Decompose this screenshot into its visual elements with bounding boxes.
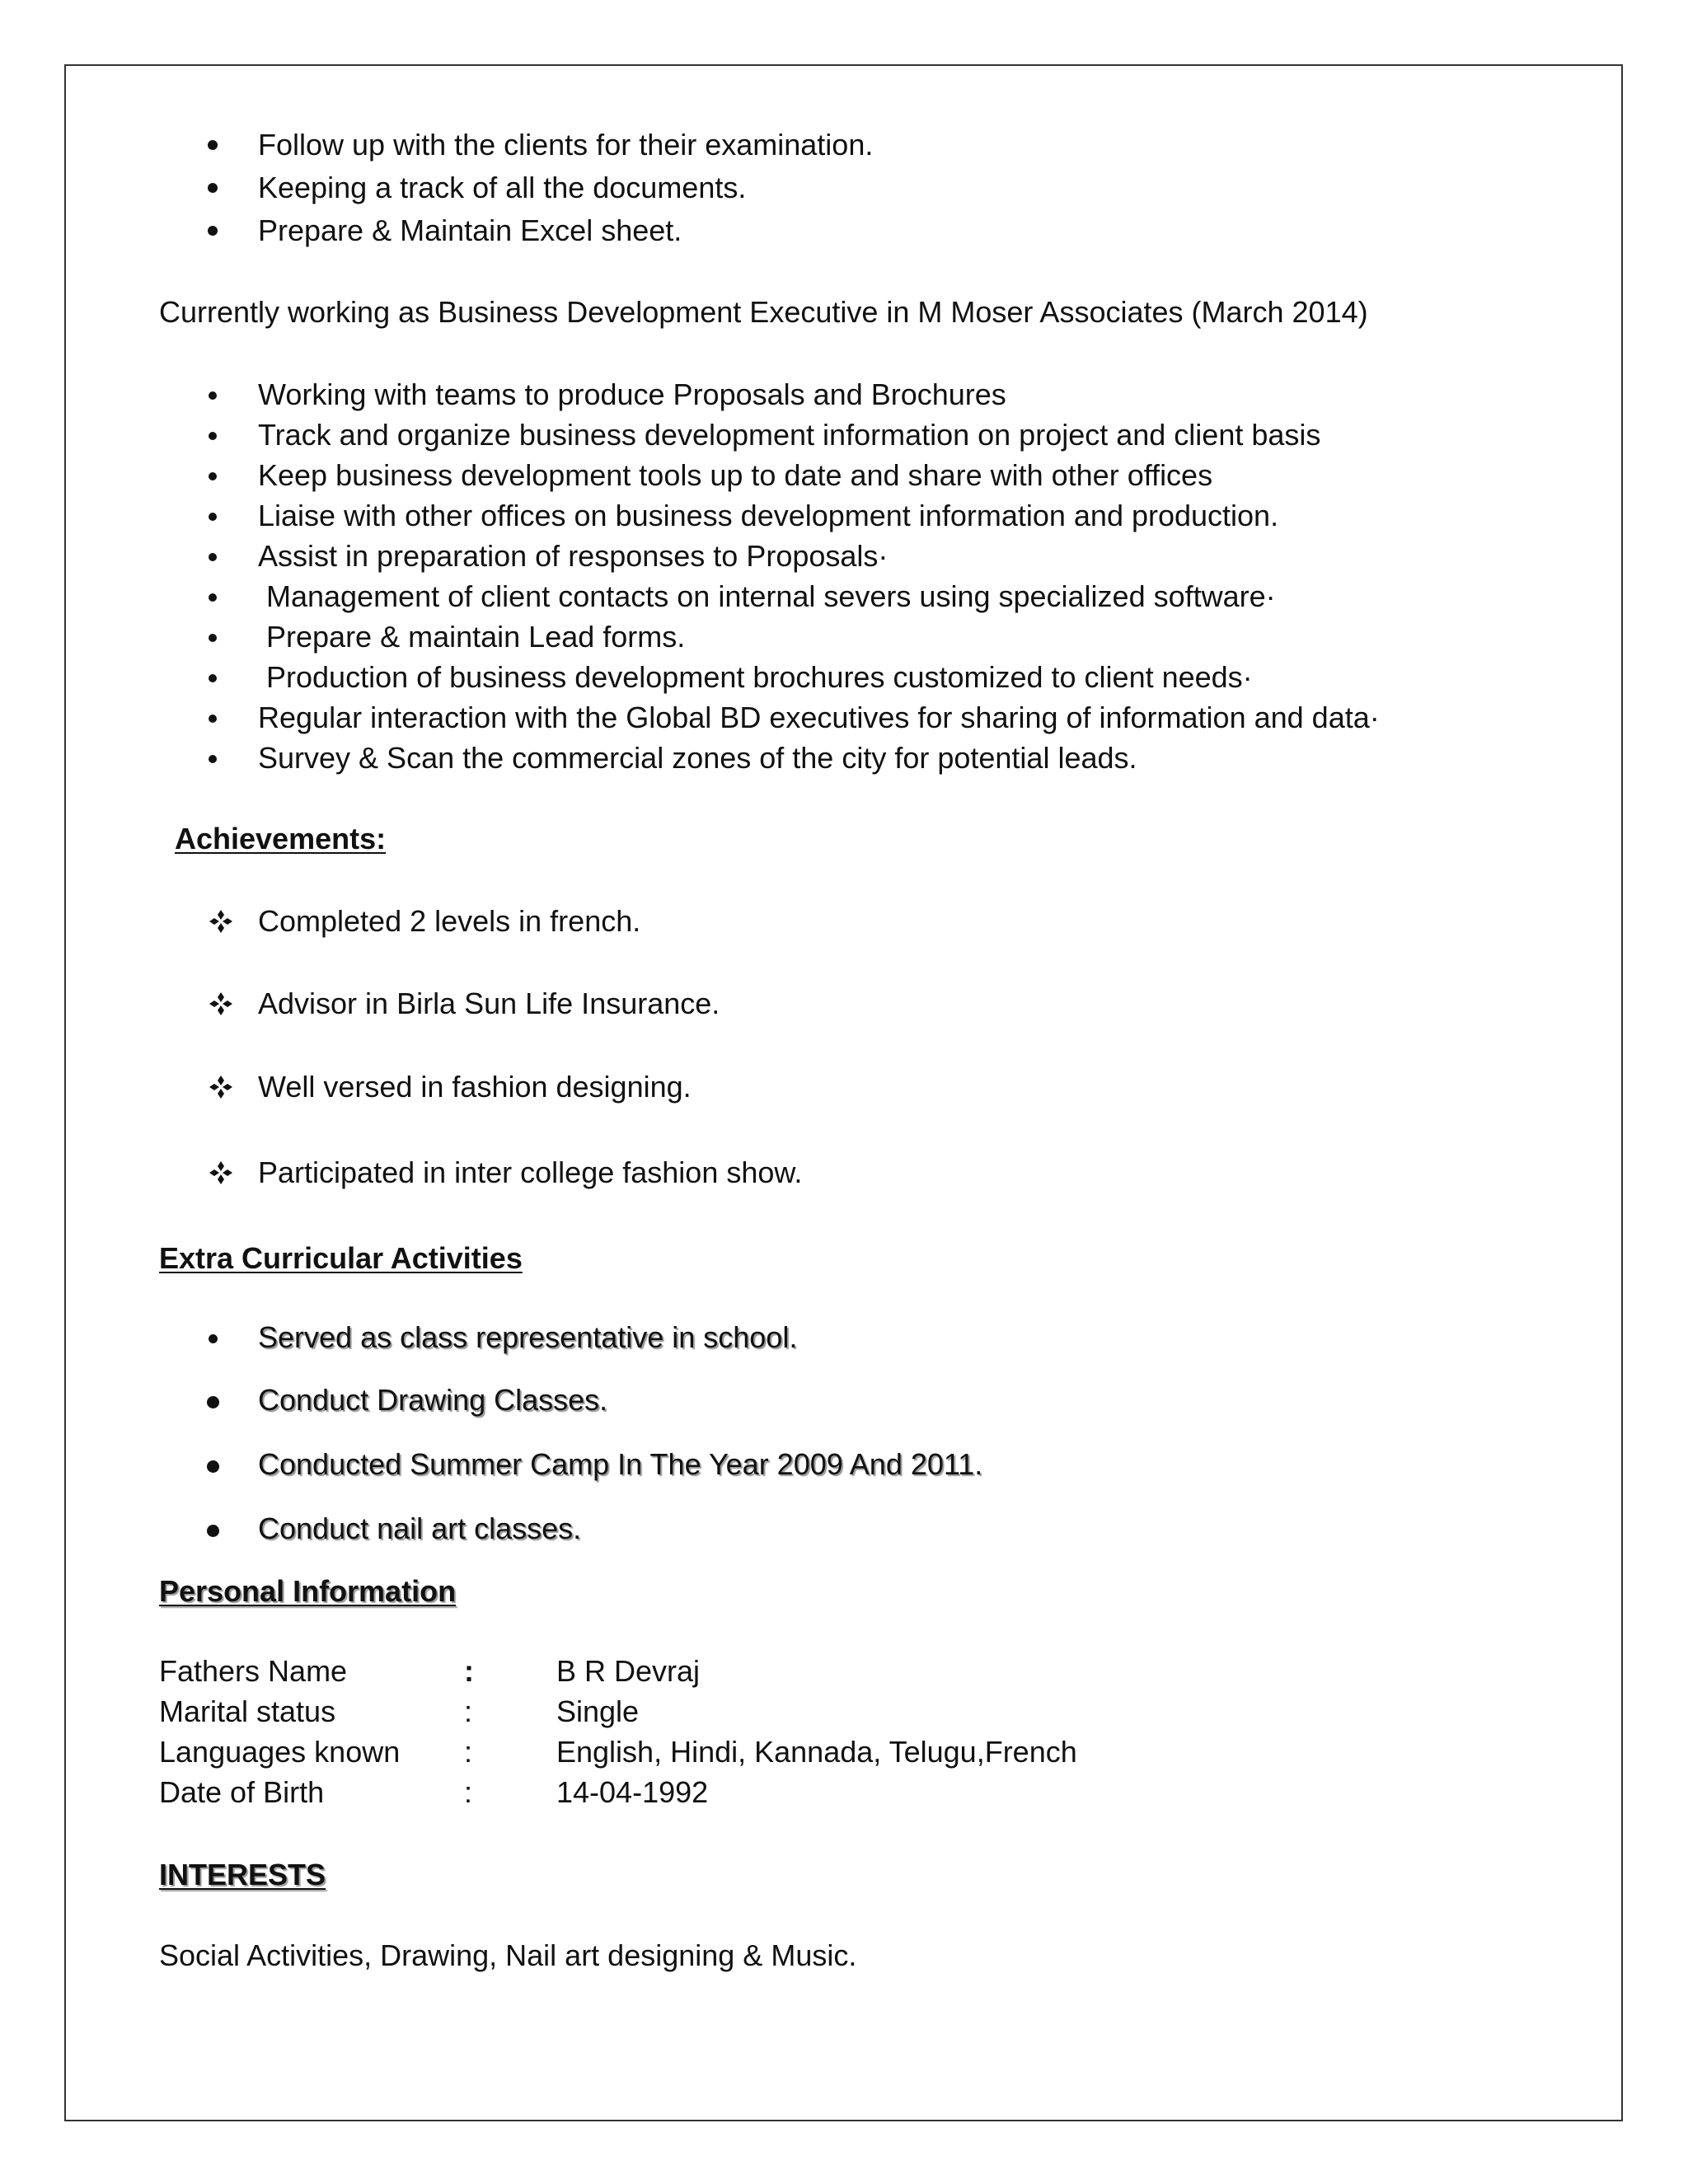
current-role-text: Currently working as Business Development Executive in M Moser Associates (March 2014) [159,295,1368,329]
achievements-heading: Achievements: [175,822,387,855]
achievement-item: Well versed in fashion designing. [258,1070,692,1104]
bullet-dot [209,755,217,763]
role-bullet-item: Keep business development tools up to date and share with other offices [258,458,1213,492]
achievement-item: Advisor in Birla Sun Life Insurance. [258,987,720,1020]
role-bullet-item: Liaise with other offices on business development information and production. [258,499,1279,532]
pi-colon: : [464,1775,473,1809]
pi-colon: : [464,1654,474,1688]
bullet-dot [209,593,217,602]
role-bullet-item: Management of client contacts on internal severs using specialized software· [258,579,1276,613]
bullet-dot [207,1460,219,1473]
personal-information-heading: Personal Information [159,1574,457,1608]
pi-colon: : [464,1694,473,1728]
achievement-item: Completed 2 levels in french. [258,904,641,938]
pi-label: Fathers Name [159,1654,348,1688]
bullet-dot [207,1396,219,1408]
interests-heading: INTERESTS [159,1858,326,1891]
pi-value: Single [556,1694,640,1728]
bullet-dot [209,513,217,521]
diamond-bullet-icon [209,1160,233,1185]
role-bullet-item: Working with teams to produce Proposals and Brochures [258,377,1006,411]
bullet-dot [209,674,217,682]
extra-curricular-item: Conducted Summer Camp In The Year 2009 And 2011. [258,1447,983,1481]
diamond-bullet-icon [209,1075,233,1099]
diamond-bullet-icon [209,991,233,1016]
role-bullet-item: Assist in preparation of responses to Proposals· [258,539,889,573]
role-bullet-item: Track and organize business development information on project and client basis [258,418,1321,452]
extra-curricular-heading: Extra Curricular Activities [159,1241,523,1275]
pi-label: Date of Birth [159,1775,325,1809]
bullet-dot [209,432,217,440]
achievement-item: Participated in inter college fashion show. [258,1155,803,1189]
bullet-dot [209,715,217,723]
pi-value: English, Hindi, Kannada, Telugu,French [556,1735,1077,1769]
top-bullet-item: Follow up with the clients for their examination. [258,128,874,162]
top-bullet-item: Prepare & Maintain Excel sheet. [258,213,682,247]
diamond-bullet-icon [209,909,233,934]
extra-curricular-item: Conduct nail art classes. [258,1511,582,1545]
pi-value: 14-04-1992 [556,1775,709,1809]
bullet-dot [209,1334,218,1343]
role-bullet-item: Production of business development brochures customized to client needs· [258,660,1253,694]
extra-curricular-item: Conduct Drawing Classes. [258,1383,608,1417]
extra-curricular-item: Served as class representative in school. [258,1320,798,1354]
bullet-dot [207,1525,219,1537]
role-bullet-item: Prepare & maintain Lead forms. [258,620,686,654]
pi-label: Marital status [159,1694,336,1728]
bullet-dot [209,634,217,642]
pi-colon: : [464,1735,473,1769]
bullet-dot [208,226,218,236]
bullet-dot [208,140,218,150]
bullet-dot [209,472,217,480]
top-bullet-item: Keeping a track of all the documents. [258,171,747,204]
role-bullet-item: Regular interaction with the Global BD executives for sharing of information and data· [258,701,1380,734]
bullet-dot [208,183,218,193]
pi-value: B R Devraj [556,1654,701,1688]
pi-label: Languages known [159,1735,401,1769]
bullet-dot [209,391,217,400]
bullet-dot [209,553,217,561]
interests-text: Social Activities, Drawing, Nail art designing & Music. [159,1938,857,1972]
role-bullet-item: Survey & Scan the commercial zones of the city for potential leads. [258,741,1137,775]
